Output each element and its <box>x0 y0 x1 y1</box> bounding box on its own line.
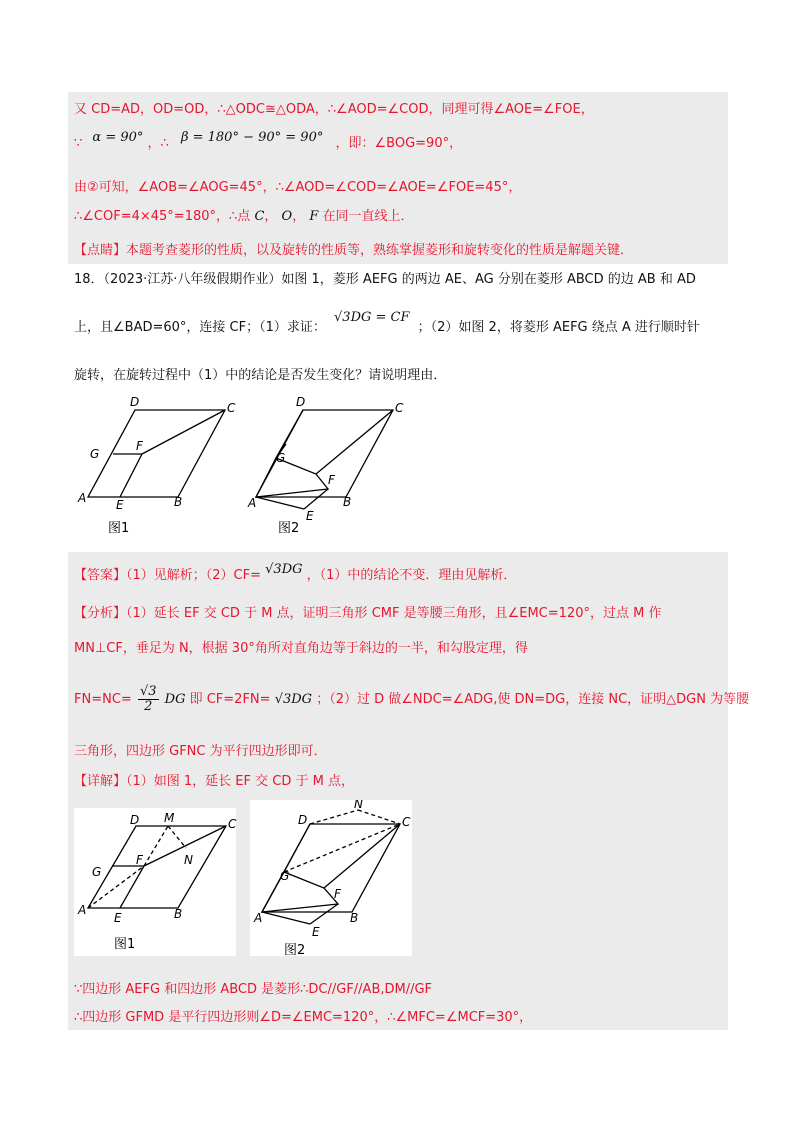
detail-figure-1 <box>88 826 226 908</box>
fraction: $\frac{√3}{2}$ <box>139 684 157 714</box>
figure-caption: 图1 <box>108 521 130 536</box>
label-g: G <box>280 869 290 883</box>
label-f: F <box>334 887 341 901</box>
label-e: E <box>116 498 124 512</box>
equation-beta: β = 180° − 90° = 90° <box>180 130 324 145</box>
label-f: F <box>328 473 335 487</box>
label-b: B <box>174 495 183 509</box>
label-a: A <box>78 903 87 917</box>
label-b: B <box>343 495 352 509</box>
equation-claim: √3DG = CF <box>334 310 410 325</box>
figure-caption: 图1 <box>114 937 136 952</box>
equation-alpha: α = 90° <box>92 130 144 145</box>
label-n: N <box>354 800 363 811</box>
label-f: F <box>136 439 143 453</box>
analysis-line: FN=NC= $\frac{√3}{2}$ DG 即 CF=2FN= √3DG ；（2）过 D 做∠NDC=∠ADG,使 DN=DG，连接 NC，证明△DGN 为等腰 <box>74 684 750 714</box>
figure-caption: 图2 <box>284 943 306 958</box>
label-e: E <box>312 925 320 939</box>
analysis-line: MN⊥CF，垂足为 N，根据 30°角所对直角边等于斜边的一半，和勾股定理，得 <box>74 641 528 656</box>
analysis-line: 三角形，四边形 GFNC 为平行四边形即可． <box>74 744 327 759</box>
label-m: M <box>164 811 175 825</box>
label-a: A <box>78 491 87 505</box>
label-c: C <box>402 815 411 829</box>
label-d: D <box>296 395 306 409</box>
text-line: ∵ α = 90° ，∴ β = 180° − 90° = 90° ，即：∠BOG=90°， <box>74 130 463 151</box>
label-b: B <box>350 911 359 925</box>
label-c: C <box>395 401 404 415</box>
analysis-line: 【分析】（1）延长 EF 交 CD 于 M 点，证明三角形 CMF 是等腰三角形，且∠EMC=120°，过点 M 作 <box>74 606 662 621</box>
problem-line: 上，且∠BAD=60°，连接 CF；（1）求证： √3DG = CF ；（2）如图 2，将菱形 AEFG 绕点 A 进行顺时针 <box>74 310 700 335</box>
label-g: G <box>276 451 286 465</box>
label-d: D <box>130 395 140 409</box>
label-f: F <box>136 853 143 867</box>
detail-line: ∵四边形 AEFG 和四边形 ABCD 是菱形∴DC//GF//AB,DM//GF <box>74 982 433 997</box>
text-line: ∴∠COF=4×45°=180°，∴点 C， O， F 在同一直线上． <box>74 209 414 224</box>
label-d: D <box>130 813 140 827</box>
figure-caption: 图2 <box>278 521 300 536</box>
label-b: B <box>174 907 183 921</box>
text-line: 又 CD=AD，OD=OD，∴△ODC≅△ODA，∴∠AOD=∠COD，同理可得∠AOE=∠FOE， <box>74 102 594 117</box>
figure-1 <box>88 410 225 497</box>
equation-answer: √3DG <box>265 562 303 577</box>
problem-line: 18．（2023·江苏·八年级假期作业）如图 1，菱形 AEFG 的两边 AE、AG 分别在菱形 ABCD 的边 AB 和 AD <box>74 272 696 287</box>
detail-line: 【详解】（1）如图 1，延长 EF 交 CD 于 M 点， <box>74 774 354 789</box>
label-a: A <box>254 911 263 925</box>
label-e: E <box>114 911 122 925</box>
problem-figures <box>70 392 430 542</box>
label-g: G <box>92 865 102 879</box>
label-e: E <box>306 509 314 523</box>
detail-figure-2 <box>262 810 400 924</box>
key-point-line: 【点睛】本题考查菱形的性质，以及旋转的性质等，熟练掌握菱形和旋转变化的性质是解题关键． <box>74 243 634 258</box>
label-c: C <box>228 817 237 831</box>
text-line: 由②可知，∠AOB=∠AOG=45°，∴∠AOD=∠COD=∠AOE=∠FOE=45°， <box>74 180 522 195</box>
problem-line: 旋转，在旋转过程中（1）中的结论是否发生变化？请说明理由． <box>74 368 447 383</box>
label-a: A <box>248 496 257 510</box>
label-d: D <box>298 813 308 827</box>
detail-figures <box>74 800 414 960</box>
label-n: N <box>184 853 193 867</box>
label-c: C <box>227 401 236 415</box>
answer-line: 【答案】（1）见解析；（2）CF= √3DG ，（1）中的结论不变．理由见解析． <box>74 562 517 583</box>
detail-line: ∴四边形 GFMD 是平行四边形则∠D=∠EMC=120°，∴∠MFC=∠MCF=30°， <box>74 1010 533 1025</box>
label-g: G <box>90 447 100 461</box>
